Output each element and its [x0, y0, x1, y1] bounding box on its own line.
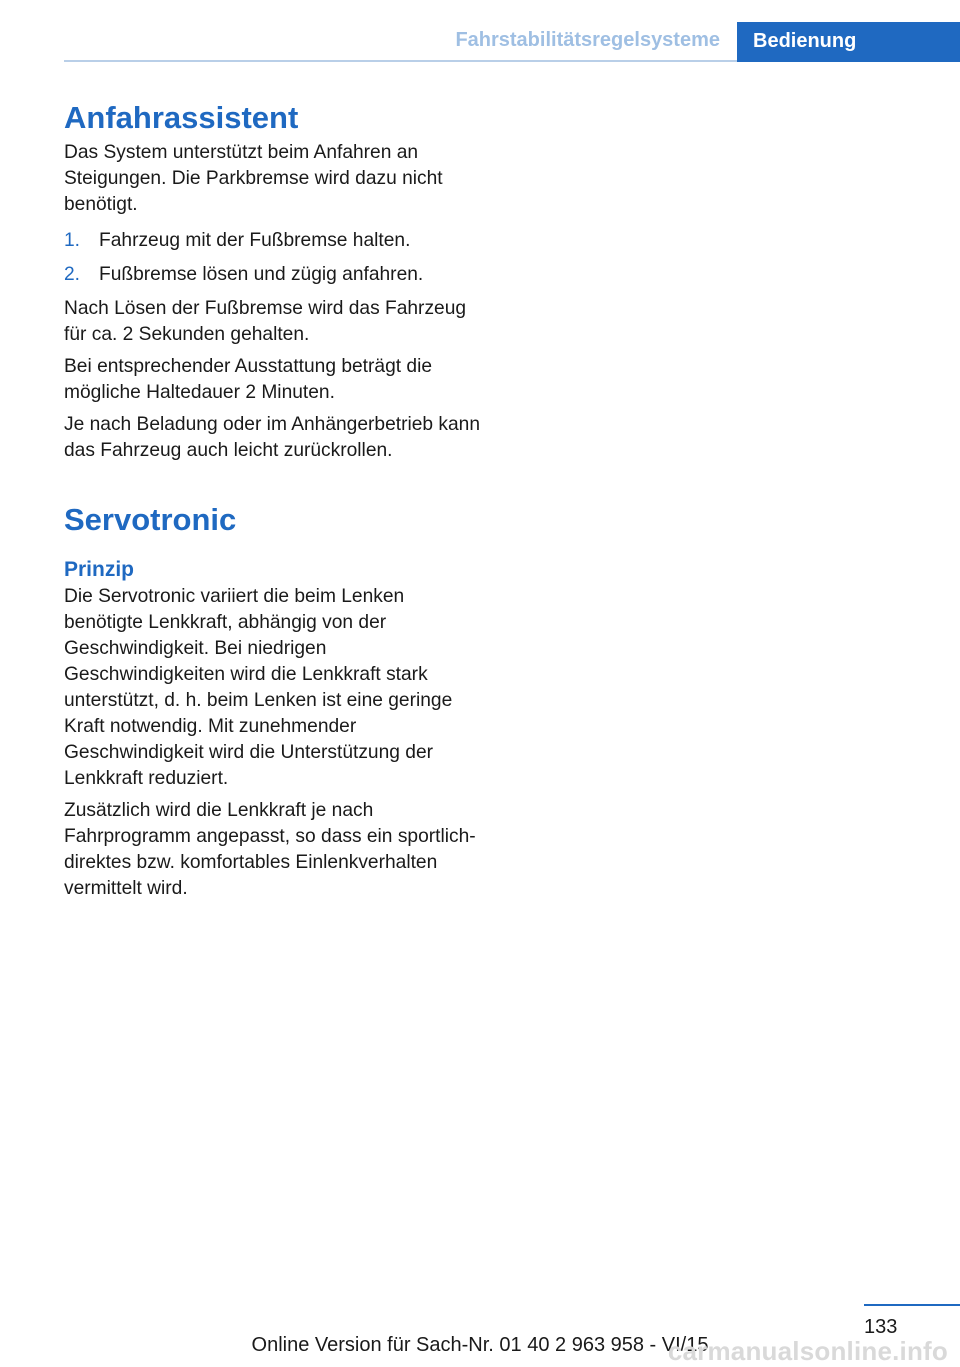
- anfahr-paragraph-hold: Nach Lösen der Fußbremse wird das Fahrzeug für ca. 2 Sekunden gehalten.: [64, 298, 467, 345]
- subheading-prinzip: Prinzip: [64, 558, 135, 581]
- online-version-note: Online Version für Sach-Nr. 01 40 2 963 958 - VI/15: [251, 1334, 709, 1356]
- list-item: [64, 262, 484, 288]
- step-text: Fahrzeug mit der Fußbremse halten.: [99, 230, 411, 251]
- step-number: 2.: [64, 264, 81, 285]
- heading-anfahrassistent: Anfahrassistent: [64, 100, 299, 135]
- watermark: carmanualsonline.info: [667, 1336, 948, 1366]
- heading-servotronic: Servotronic: [64, 502, 237, 537]
- page-content: [64, 96, 484, 908]
- header-section-title: Fahrstabilitätsregelsysteme: [455, 29, 720, 51]
- header-chapter-tab[interactable]: Bedienung: [737, 22, 960, 62]
- anfahr-paragraph-duration: Bei entsprechender Ausstattung beträgt die mögliche Haltedauer 2 Minuten.: [64, 356, 433, 403]
- servo-paragraph-program: Zusätzlich wird die Lenkkraft je nach Fahrprogramm angepasst, so dass ein sportlich-direktes bzw. komfortables Einlenkverhalten vermittelt wird.: [64, 800, 476, 899]
- anfahr-steps: [64, 228, 484, 288]
- servo-paragraph-principle: Die Servotronic variiert die beim Lenken benötigte Lenkkraft, abhängig von der Geschwindigkeit. Bei niedrigen Geschwindigkeiten wird die Lenkkraft stark unterstützt, d. h. beim Lenken ist eine geringe Kraft notwendig. Mit zunehmender Geschwindigkeit wird die Unterstützung der Lenkkraft reduziert.: [64, 586, 453, 789]
- step-text: Fußbremse lösen und zügig anfahren.: [99, 264, 424, 285]
- anfahr-paragraph-rollback: Je nach Beladung oder im Anhängerbetrieb kann das Fahrzeug auch leicht zurückrollen.: [64, 414, 481, 461]
- footer-rule: [864, 1304, 960, 1306]
- step-number: 1.: [64, 230, 81, 251]
- list-item: [64, 228, 484, 254]
- page-number: 133: [864, 1316, 898, 1338]
- anfahr-intro: Das System unterstützt beim Anfahren an Steigungen. Die Parkbremse wird dazu nicht benötigt.: [64, 142, 443, 215]
